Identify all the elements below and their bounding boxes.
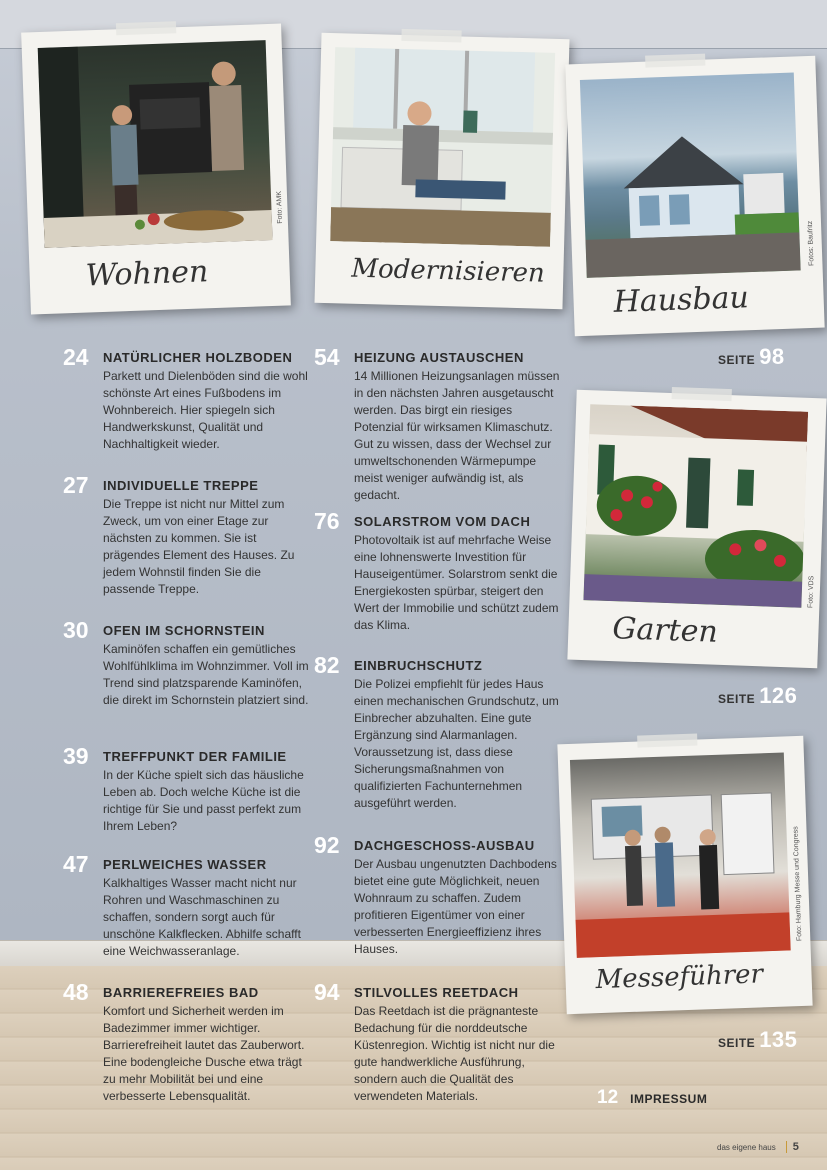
entry-text: Parkett und Dielenböden sind die wohl schönste Art eines Fußbodens im Wohnbereich. Hier spiegeln sich Handwerkskunst, Qualität und Nachhaltigkeit wieder. <box>103 369 308 451</box>
page-number: 94 <box>314 979 340 1005</box>
magazine-name: das eigene haus <box>717 1143 776 1152</box>
entry-title: HEIZUNG AUSTAUSCHEN <box>354 350 524 365</box>
entry-title: SOLARSTROM VOM DACH <box>354 514 531 529</box>
entry-title: TREFFPUNKT DER FAMILIE <box>103 749 287 764</box>
seite-number: 98 <box>759 344 785 369</box>
entry-text: Die Treppe ist nicht nur Mittel zum Zweck, um von einer Etage zur nächsten zu kommen. Sie ist prägendes Element des Hauses. Zu jedem Wohnstil finden Sie die passende Treppe. <box>103 497 295 596</box>
seite-hausbau <box>718 344 785 370</box>
entry-text: Das Reetdach ist die prägnanteste Bedachung für die norddeutsche Küstenregion. Wichtig ist nicht nur die gute handwerkliche Ausführung, sondern auch die Qualität des verwendeten Materials. <box>354 1004 555 1103</box>
caption-messe: Messeführer <box>595 959 764 996</box>
entry-title: PERLWEICHES WASSER <box>103 857 267 872</box>
entry-title: OFEN IM SCHORNSTEIN <box>103 623 265 638</box>
seite-messe <box>718 1027 797 1053</box>
entry-title: BARRIEREFREIES BAD <box>103 985 259 1000</box>
photo-credit: Foto: Hamburg Messe und Congress <box>792 826 804 942</box>
entry-text: In der Küche spielt sich das häusliche Leben ab. Doch welche Küche ist die richtige für Sie und passt perfekt zum Ihrem Leben? <box>103 768 304 833</box>
toc-entry <box>314 508 564 634</box>
photo-credit: Foto: AMK <box>275 190 284 224</box>
toc-entry <box>63 743 313 835</box>
impressum-entry <box>597 1087 707 1109</box>
fair-scene <box>570 752 791 957</box>
tape <box>645 54 705 68</box>
caption-hausbau: Hausbau <box>613 280 750 320</box>
folio-number: 5 <box>786 1141 799 1153</box>
entry-title: NATÜRLICHER HOLZBODEN <box>103 350 293 365</box>
polaroid-wohnen <box>21 24 291 315</box>
photo-credit: Foto: VDS <box>807 575 816 609</box>
entry-title: EINBRUCHSCHUTZ <box>354 658 483 673</box>
entry-text: Kaminöfen schaffen ein gemütliches Wohlfühlklima im Wohnzimmer. Voll im Trend sind platzsparende Kaminöfen, die direkt im Schornstein platziert sind. <box>103 642 309 707</box>
window-scene <box>330 47 555 247</box>
seite-label: SEITE <box>718 692 756 706</box>
polaroid-garten <box>567 390 826 669</box>
caption-wohnen: Wohnen <box>85 254 209 294</box>
photo-credit: Fotos: Baufritz <box>806 220 816 267</box>
page-number: 92 <box>314 832 340 858</box>
kitchen-scene <box>38 40 273 248</box>
tape <box>116 21 176 35</box>
entry-title: DACHGESCHOSS-AUSBAU <box>354 838 535 853</box>
photo-messe <box>570 752 791 957</box>
entry-title: INDIVIDUELLE TREPPE <box>103 478 259 493</box>
page-number: 27 <box>63 472 89 498</box>
seite-label: SEITE <box>718 1036 756 1050</box>
house-scene <box>580 72 801 277</box>
page-number: 82 <box>314 652 340 678</box>
toc-entry <box>63 617 313 709</box>
photo-hausbau <box>580 72 801 277</box>
seite-number: 126 <box>759 683 798 708</box>
page-number: 48 <box>63 979 89 1005</box>
page-number: 39 <box>63 743 89 769</box>
photo-kitchen <box>38 40 273 248</box>
photo-modernisieren <box>330 47 555 247</box>
entry-text: Der Ausbau ungenutzten Dachbodens bietet eine gute Möglichkeit, neuen Wohnraum zu schaffen. Zudem profitieren Eigentümer von einer verbesserten Energieeffizienz ihres Hauses. <box>354 857 557 956</box>
entry-text: Photovoltaik ist auf mehrfache Weise eine lohnenswerte Investition für Hauseigentümer. Solarstrom senkt die Energiekosten spürbar, steigert den Wert der Immobilie und schützt zudem das Klima. <box>354 533 559 632</box>
polaroid-messe <box>557 736 812 1014</box>
seite-number: 135 <box>759 1027 798 1052</box>
toc-entry <box>314 344 564 504</box>
garden-scene <box>583 404 808 607</box>
entry-title: STILVOLLES REETDACH <box>354 985 519 1000</box>
toc-entry <box>314 652 564 812</box>
entry-text: Kalkhaltiges Wasser macht nicht nur Rohren und Waschmaschinen zu schaffen, sondern sorgt auch für unschöne Kalkflecken. Abhilfe schafft eine Weichwasseranlage. <box>103 876 301 958</box>
caption-garten: Garten <box>611 611 719 650</box>
tape <box>401 29 461 43</box>
seite-garten <box>718 683 797 709</box>
photo-garten <box>583 404 808 607</box>
page-number: 47 <box>63 851 89 877</box>
polaroid-hausbau <box>565 56 824 337</box>
impressum-label: IMPRESSUM <box>630 1092 708 1106</box>
page-number: 54 <box>314 344 340 370</box>
page-number: 76 <box>314 508 340 534</box>
toc-entry <box>63 851 313 960</box>
tape <box>637 733 697 747</box>
page-number: 24 <box>63 344 89 370</box>
page-number: 30 <box>63 617 89 643</box>
toc-entry <box>63 979 313 1105</box>
seite-label: SEITE <box>718 353 756 367</box>
entry-text: Komfort und Sicherheit werden im Badezimmer immer wichtiger. Barrierefreiheit lautet das Zauberwort. Eine bodengleiche Dusche etwa trägt zu mehr Mobilität bei und eine verbesserte Lebensqualität. <box>103 1004 305 1103</box>
page-footer <box>717 1141 799 1153</box>
tape <box>672 387 732 401</box>
toc-entry <box>63 344 313 453</box>
page-number: 12 <box>597 1087 619 1108</box>
polaroid-modernisieren <box>315 33 570 309</box>
toc-entry <box>63 472 313 598</box>
entry-text: 14 Millionen Heizungsanlagen müssen in den nächsten Jahren ausgetauscht werden. Das birgt ein riesiges Potenzial für wirksamen Klimaschutz. Gut zu wissen, dass der Wechsel zur umweltschonenden Wärmepumpe meist weniger aufwändig ist, als gedacht. <box>354 369 560 502</box>
caption-modernisieren: Modernisieren <box>351 253 546 289</box>
toc-entry <box>314 832 564 958</box>
toc-entry <box>314 979 564 1105</box>
entry-text: Die Polizei empfiehlt für jedes Haus einen mechanischen Grundschutz, um Einbrecher abzuhalten. Eine gute Ergänzung sind Alarmanlagen. Voraussetzung ist, dass diese Sicherungsmaßnahmen von qualifizierten Fachunternehmen ausgeführt werden. <box>354 677 559 810</box>
